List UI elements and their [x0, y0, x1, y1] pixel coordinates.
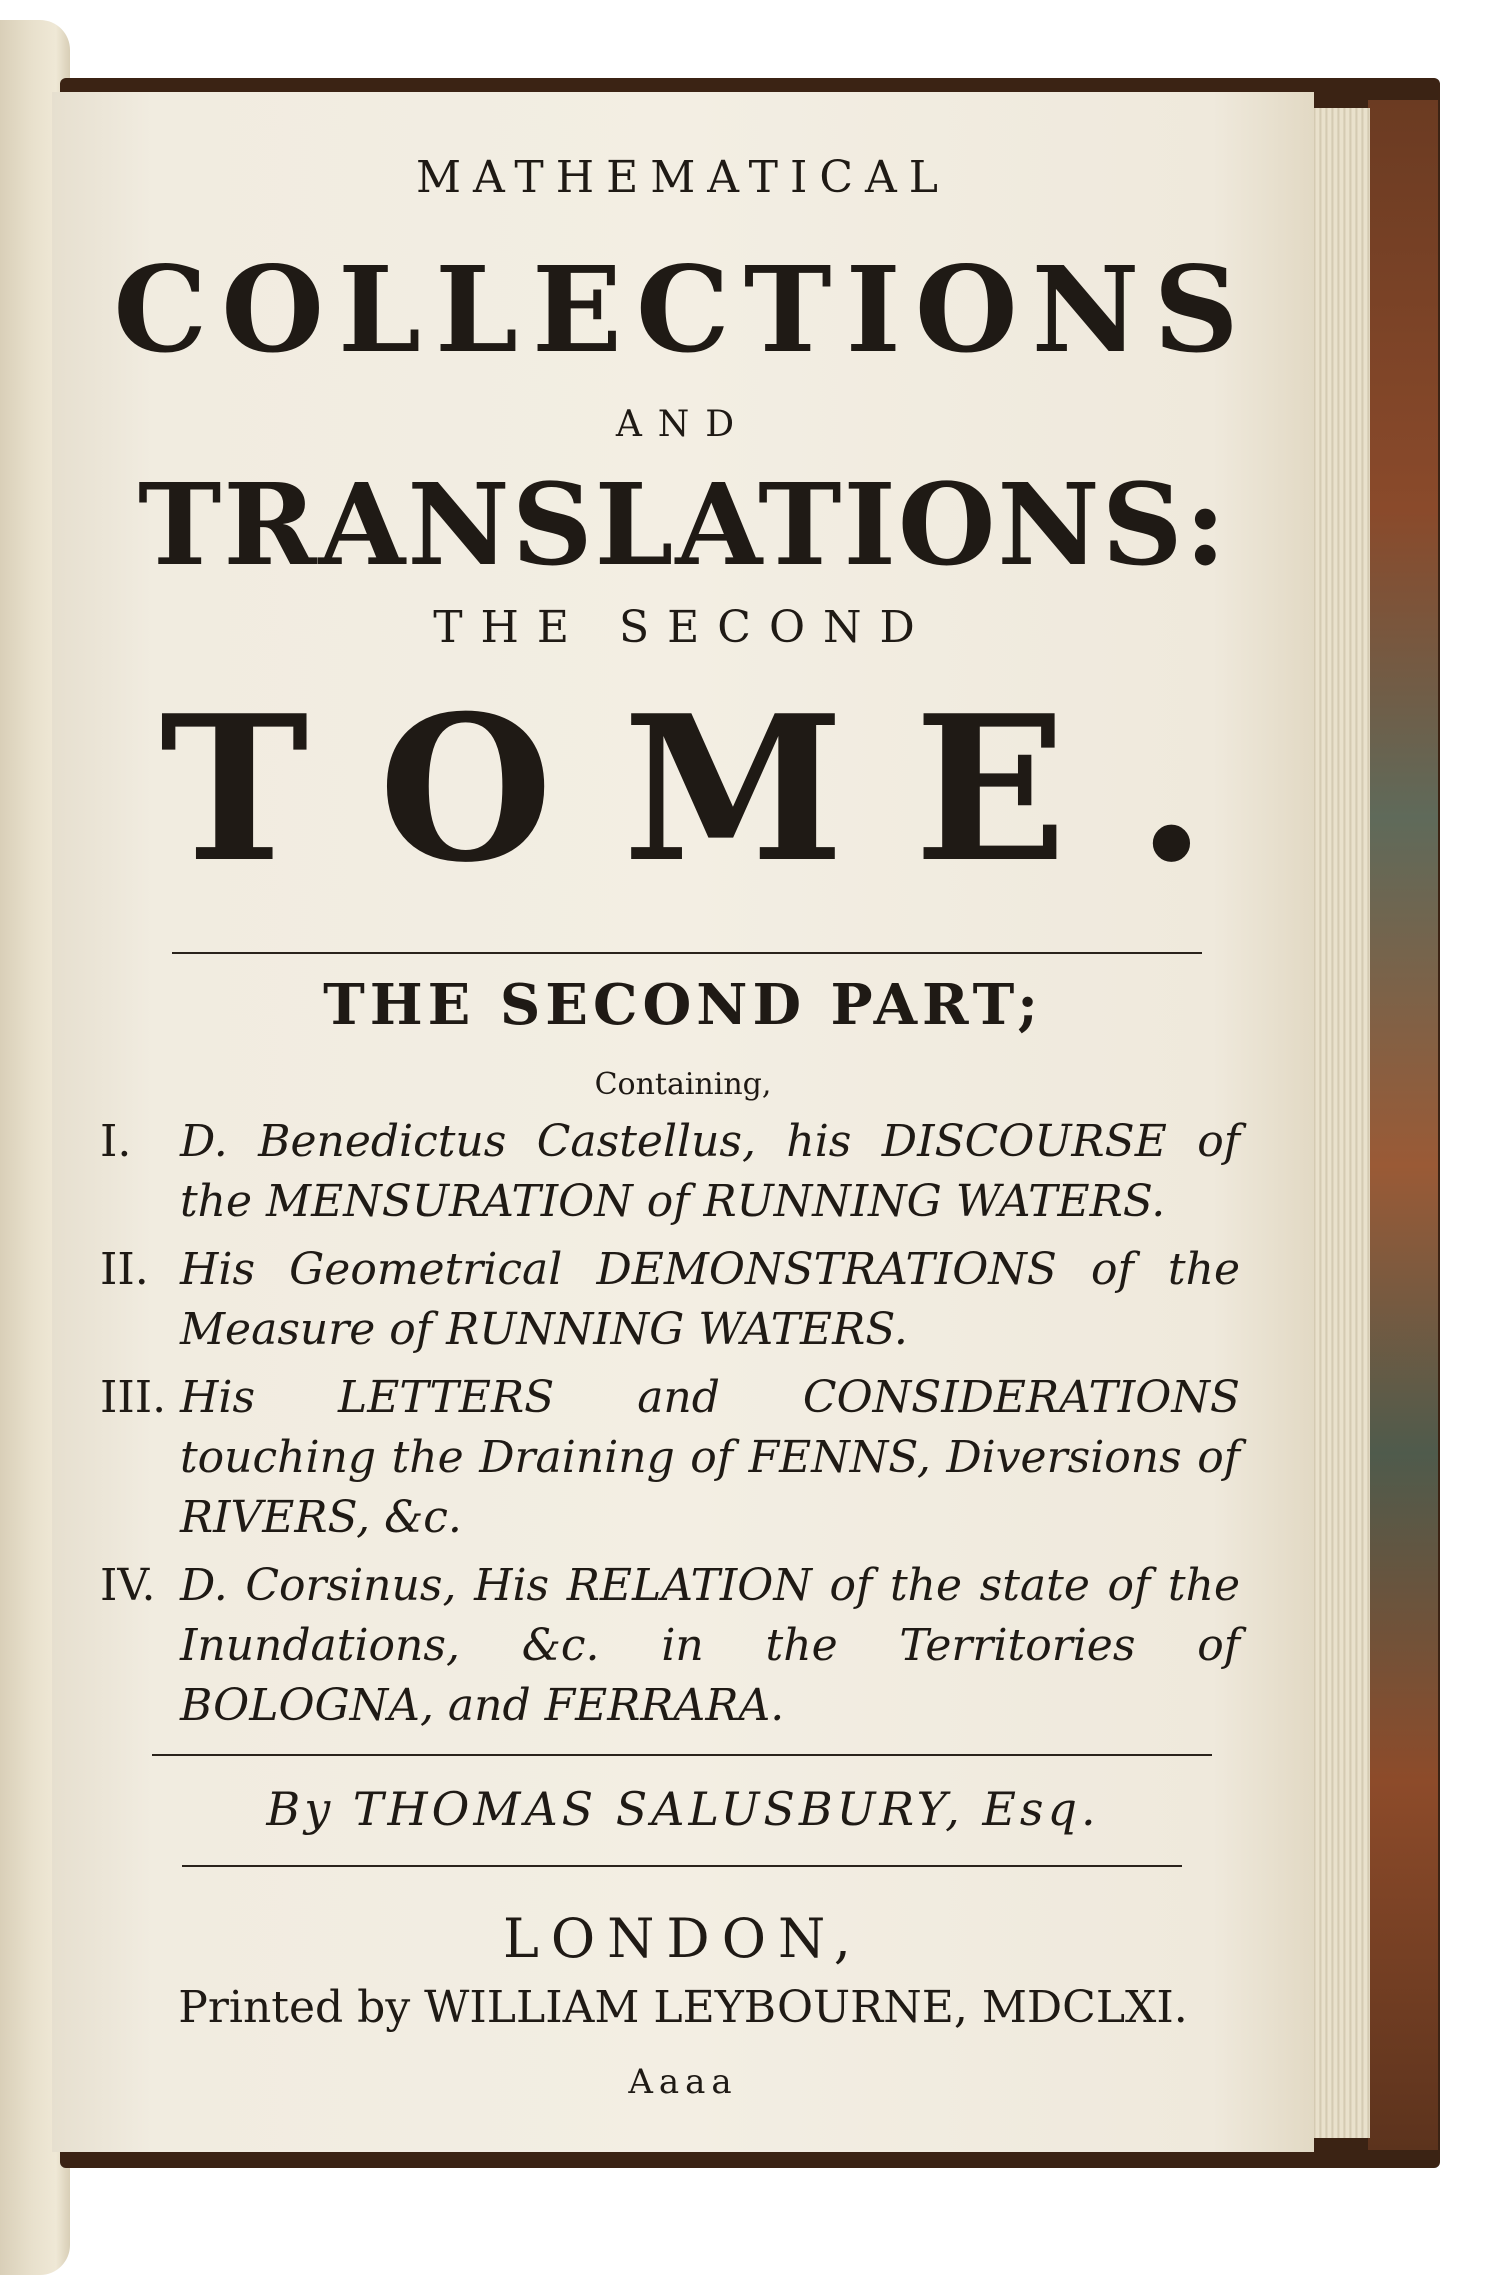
- page-fore-edge: [1310, 108, 1370, 2138]
- containing-label: Containing,: [594, 1067, 772, 1102]
- signature-mark: Aaaa: [628, 2062, 738, 2102]
- divider-rule: [152, 1754, 1212, 1756]
- contents-item: [100, 1556, 1240, 1736]
- contents-list: [100, 1112, 1240, 1744]
- divider-rule: [172, 952, 1202, 954]
- title-line-translations: TRANSLATIONS:: [138, 460, 1228, 591]
- title-line-and: AND: [615, 404, 751, 445]
- imprint-place: LONDON,: [503, 1907, 863, 1970]
- imprint-line: Printed by WILLIAM LEYBOURNE, MDCLXI.: [178, 1982, 1188, 2033]
- divider-rule: [182, 1865, 1182, 1867]
- contents-item: [100, 1240, 1240, 1360]
- item-text: His LETTERS and CONSIDERATIONS touching the Draining of FENNS, Diversions of RIVERS, &c.: [180, 1372, 1240, 1543]
- item-text: D. Benedictus Castellus, his DISCOURSE of the MENSURATION of RUNNING WATERS.: [180, 1116, 1240, 1227]
- part-heading: THE SECOND PART;: [323, 972, 1043, 1038]
- item-number: I.: [100, 1116, 132, 1167]
- marbled-board-edge: [1368, 100, 1438, 2150]
- author-line: By THOMAS SALUSBURY, Esq.: [266, 1782, 1100, 1836]
- item-number: II.: [100, 1244, 149, 1295]
- title-line-mathematical: MATHEMATICAL: [415, 152, 951, 203]
- item-text: D. Corsinus, His RELATION of the state of the Inundations, &c. in the Territories of BOLOGNA, and FERRARA.: [180, 1560, 1240, 1731]
- contents-item: [100, 1368, 1240, 1548]
- title-line-collections: COLLECTIONS: [113, 240, 1253, 379]
- title-line-tome: TOME.: [159, 672, 1277, 907]
- contents-item: [100, 1112, 1240, 1232]
- item-number: III.: [100, 1372, 167, 1423]
- title-page: [52, 92, 1314, 2152]
- item-text: His Geometrical DEMONSTRATIONS of the Measure of RUNNING WATERS.: [180, 1244, 1240, 1355]
- title-line-the-second: THE SECOND: [433, 602, 933, 653]
- item-number: IV.: [100, 1560, 156, 1611]
